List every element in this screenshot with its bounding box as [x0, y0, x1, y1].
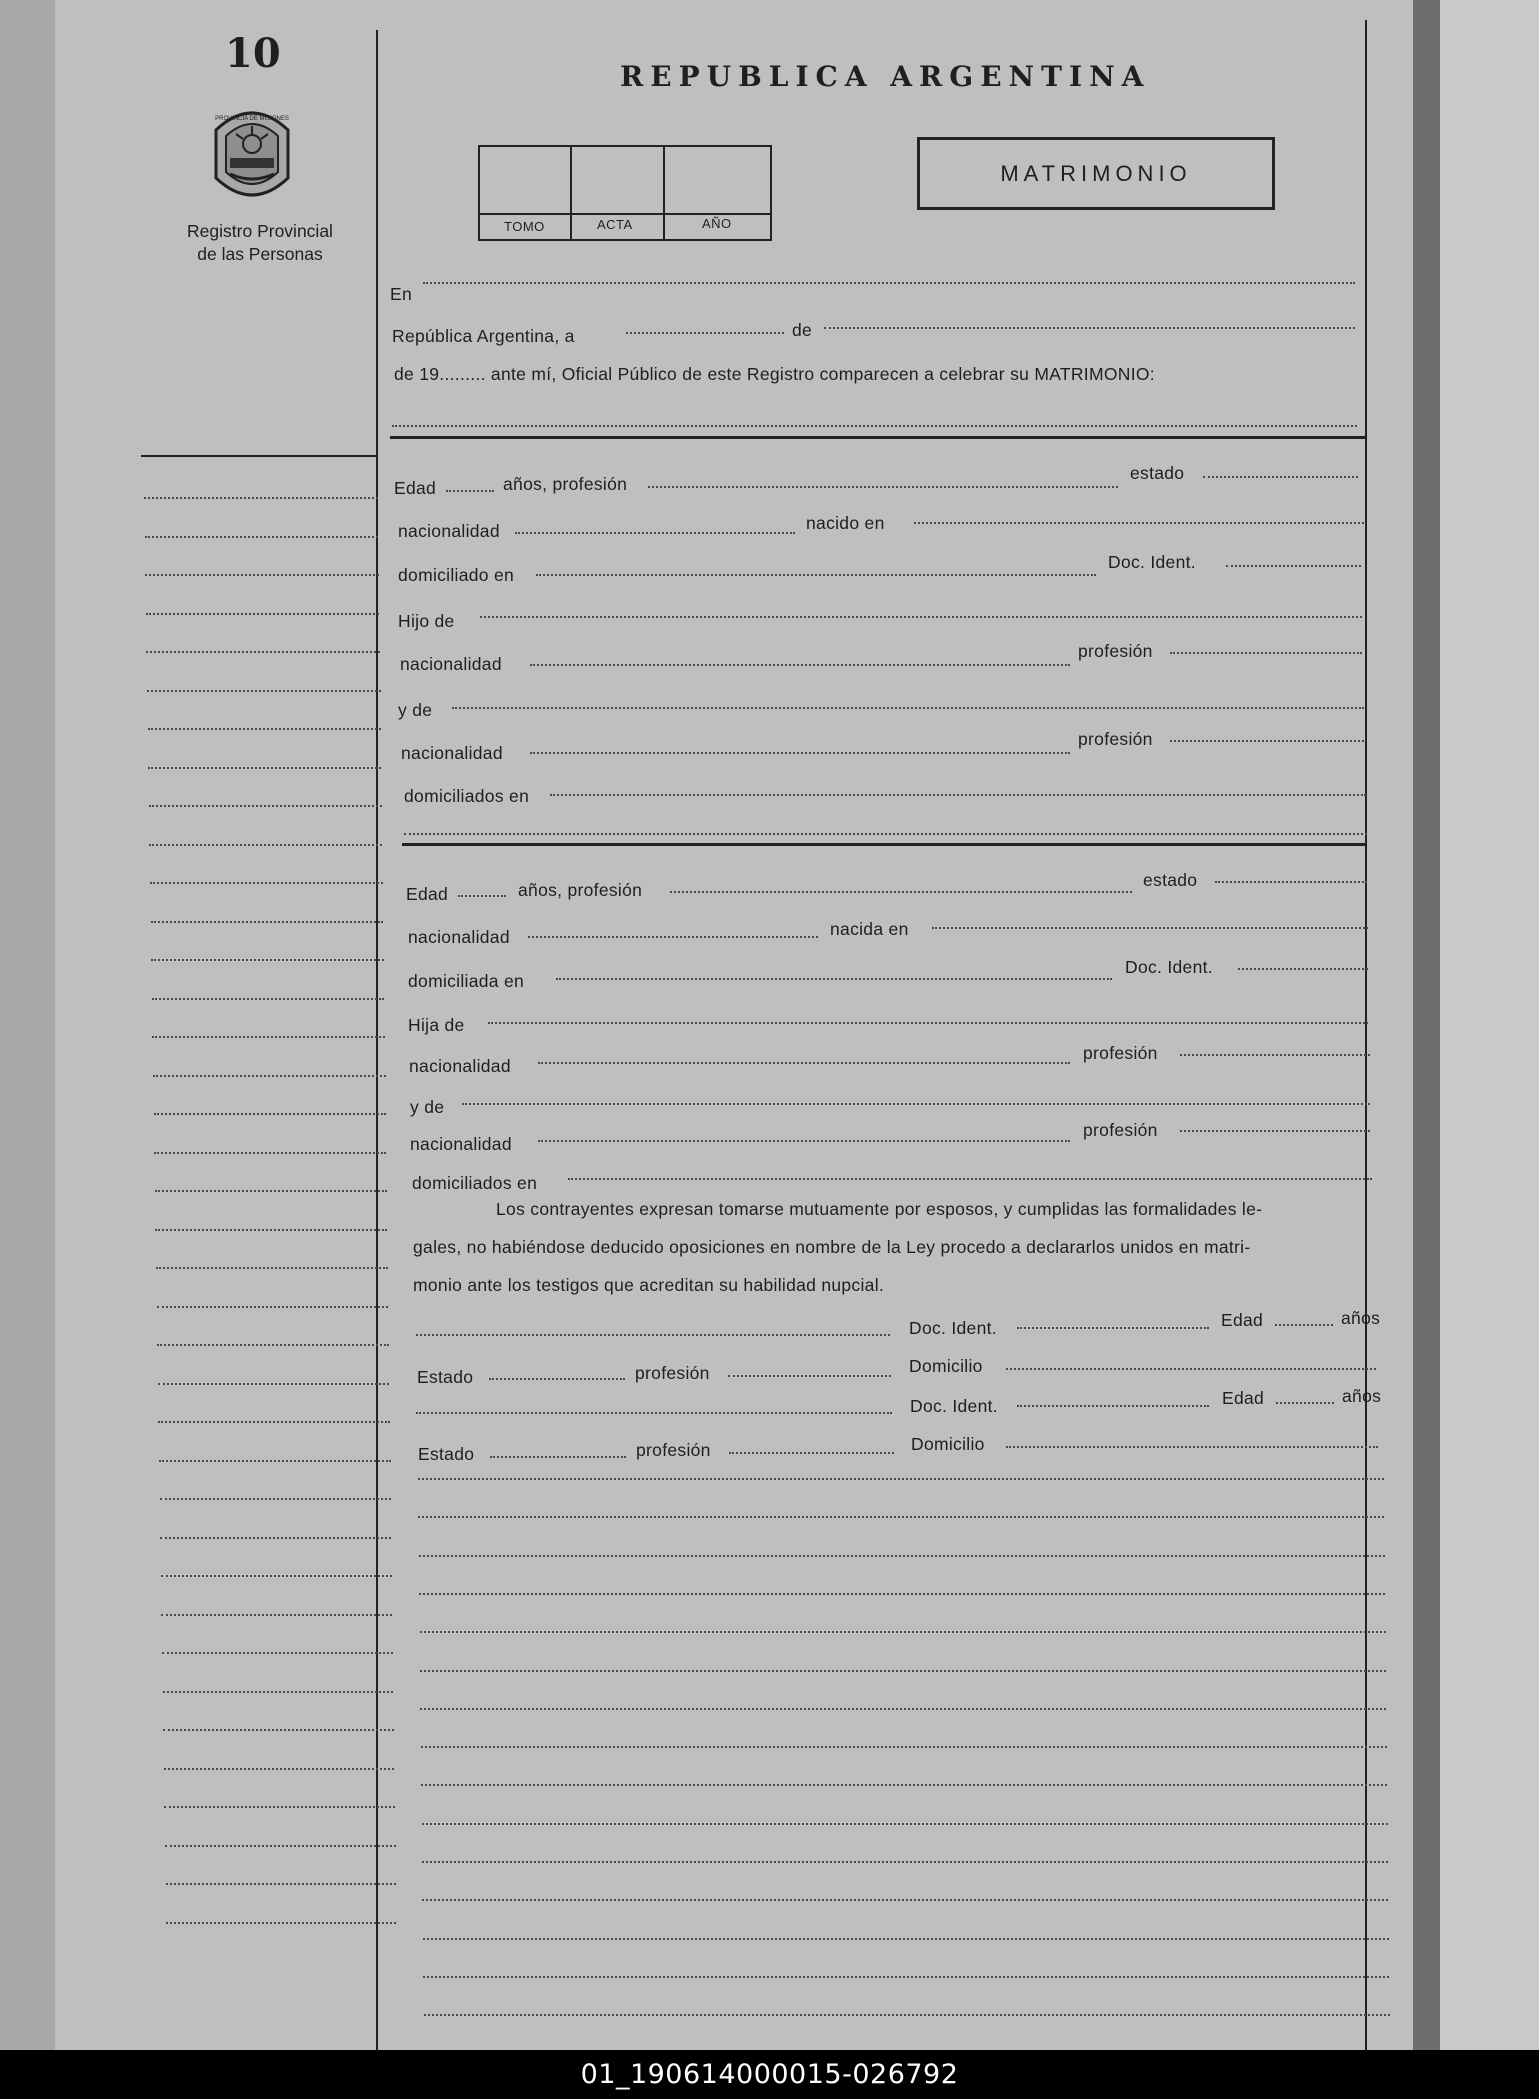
groom-hijo-line [480, 616, 1362, 618]
margin-note-line [160, 1537, 391, 1539]
margin-note-line [152, 998, 385, 1000]
witness1-domicilio-line [1006, 1368, 1376, 1370]
bride-nacionalidad-label: nacionalidad [408, 927, 510, 947]
page-number: 10 [225, 30, 281, 77]
margin-note-line [152, 1036, 385, 1038]
intro-republica-label: República Argentina, a [392, 326, 575, 346]
groom-profesion-line [648, 486, 1118, 488]
witness1-profesion-line [728, 1375, 891, 1377]
groom-domicilio-line [536, 574, 1096, 576]
groom-nacionalidad-line [515, 532, 795, 534]
margin-note-line [144, 497, 378, 499]
declaration-paragraph [413, 1190, 1373, 1304]
bride-father-nacionalidad-line [538, 1062, 1070, 1064]
margin-note-line [150, 882, 383, 884]
groom-mother-nacionalidad-label: nacionalidad [401, 743, 503, 763]
margin-note-line [166, 1883, 396, 1885]
margin-note-line [154, 1113, 386, 1115]
margin-note-line [151, 959, 384, 961]
record-number-box [478, 145, 772, 241]
provincial-seal-icon [206, 100, 298, 206]
note-line [420, 1670, 1386, 1672]
groom-nacido-label: nacido en [806, 513, 885, 533]
note-line [419, 1593, 1385, 1595]
witness2-profesion-line [729, 1452, 894, 1454]
bride-father-nacionalidad-label: nacionalidad [409, 1056, 511, 1076]
witness2-estado-label: Estado [418, 1444, 475, 1464]
bride-mother-nacionalidad-line [538, 1140, 1070, 1142]
register-page [55, 0, 1413, 2050]
declaration-line-3: monio ante los testigos que acreditan su habilidad nupcial. [413, 1275, 885, 1295]
witness2-profesion-label: profesión [636, 1440, 711, 1460]
margin-note-line [158, 1383, 390, 1385]
margin-note-line [164, 1806, 395, 1808]
record-type-box: MATRIMONIO [917, 137, 1275, 210]
ano-label: AÑO [702, 216, 732, 231]
margin-note-line [156, 1267, 388, 1269]
tomo-label: TOMO [504, 219, 545, 234]
note-line [418, 1478, 1384, 1480]
groom-mother-line [452, 707, 1364, 709]
margin-note-line [145, 536, 379, 538]
margin-note-line [160, 1498, 391, 1500]
intro-day-line [626, 332, 784, 334]
margin-top-rule [141, 455, 376, 457]
margin-note-line [161, 1614, 392, 1616]
witness2-anos-label: años [1342, 1386, 1382, 1406]
groom-blank-line [404, 833, 1367, 835]
note-line [420, 1708, 1386, 1710]
note-line [421, 1746, 1387, 1748]
margin-note-line [147, 690, 381, 692]
intro-blank-line [392, 425, 1357, 427]
bride-yde-label: y de [410, 1097, 445, 1117]
intro-month-line [824, 327, 1355, 329]
note-line [423, 1976, 1389, 1978]
bride-edad-line [458, 895, 506, 897]
bride-domicilio-line [556, 978, 1112, 980]
bride-parents-domicilio-label: domiciliados en [412, 1173, 538, 1193]
groom-mother-profesion-label: profesión [1078, 729, 1153, 749]
groom-parents-domicilio-label: domiciliados en [404, 786, 530, 806]
bride-estado-label: estado [1143, 870, 1198, 890]
witness1-profesion-label: profesión [635, 1363, 710, 1383]
note-line [421, 1784, 1387, 1786]
left-margin-rule [376, 30, 378, 2050]
svg-text:PROVINCIA DE MISIONES: PROVINCIA DE MISIONES [215, 116, 289, 122]
margin-note-line [145, 574, 379, 576]
intro-de-label: de [792, 320, 813, 340]
bride-profesion-label: años, profesión [518, 880, 643, 900]
bride-nacionalidad-line [528, 936, 818, 938]
bride-estado-line [1215, 881, 1367, 883]
bride-nacida-label: nacida en [830, 919, 909, 939]
witness1-domicilio-label: Domicilio [909, 1356, 983, 1376]
bride-doc-label: Doc. Ident. [1125, 957, 1213, 977]
margin-note-line [148, 767, 381, 769]
facing-page [1440, 0, 1539, 2050]
margin-note-line [165, 1845, 396, 1847]
witness2-edad-label: Edad [1222, 1388, 1265, 1408]
note-line [419, 1555, 1385, 1557]
registry-name-line1: Registro Provincial [187, 221, 333, 241]
registry-name-line2: de las Personas [197, 244, 323, 264]
margin-note-line [163, 1729, 394, 1731]
margin-note-line [155, 1190, 387, 1192]
image-id-caption: 01_190614000015-026792 [0, 2050, 1539, 2099]
groom-parents-domicilio-line [550, 794, 1366, 796]
witness2-doc-line [1017, 1405, 1209, 1407]
groom-profesion-label: años, profesión [503, 474, 628, 494]
acta-label: ACTA [597, 217, 633, 232]
witness1-estado-line [489, 1378, 625, 1380]
groom-father-profesion-label: profesión [1078, 641, 1153, 661]
margin-note-line [163, 1691, 394, 1693]
bride-parents-domicilio-line [568, 1178, 1372, 1180]
bride-mother-nacionalidad-label: nacionalidad [410, 1134, 512, 1154]
bride-mother-profesion-line [1180, 1130, 1370, 1132]
section-divider-1 [390, 436, 1365, 439]
note-line [423, 1938, 1389, 1940]
registry-name [160, 220, 360, 266]
declaration-line-1: Los contrayentes expresan tomarse mutuamente por esposos, y cumplidas las formalidades le- [496, 1199, 1263, 1219]
section-divider-2 [402, 843, 1366, 846]
witness1-edad-line [1275, 1324, 1333, 1326]
margin-note-line [146, 613, 380, 615]
note-line [418, 1516, 1384, 1518]
groom-father-nacionalidad-line [530, 664, 1070, 666]
witness1-name-line [416, 1334, 890, 1336]
margin-note-line [159, 1460, 391, 1462]
bride-nacida-line [932, 927, 1368, 929]
groom-edad-line [446, 490, 494, 492]
note-line [422, 1823, 1388, 1825]
note-line [424, 2014, 1390, 2016]
groom-mother-profesion-line [1170, 740, 1364, 742]
margin-note-line [161, 1575, 392, 1577]
intro-en-line [423, 282, 1355, 284]
declaration-line-2: gales, no habiéndose deducido oposiciones en nombre de la Ley procedo a declararlos unidos en matri- [413, 1237, 1251, 1257]
margin-note-line [149, 844, 382, 846]
page-edge [0, 0, 55, 2050]
bride-doc-line [1238, 968, 1368, 970]
groom-doc-label: Doc. Ident. [1108, 552, 1196, 572]
margin-note-line [158, 1421, 390, 1423]
margin-note-line [162, 1652, 393, 1654]
groom-doc-line [1226, 565, 1361, 567]
groom-domicilio-label: domiciliado en [398, 565, 515, 585]
witness1-doc-label: Doc. Ident. [909, 1318, 997, 1338]
bride-mother-line [462, 1103, 1370, 1105]
bride-profesion-line [670, 891, 1132, 893]
margin-note-line [166, 1922, 396, 1924]
groom-father-profesion-line [1170, 652, 1362, 654]
witness2-estado-line [490, 1456, 626, 1458]
witness2-name-line [416, 1412, 892, 1414]
groom-hijo-label: Hijo de [398, 611, 455, 631]
margin-note-line [148, 728, 381, 730]
groom-nacionalidad-label: nacionalidad [398, 521, 500, 541]
witness1-doc-line [1017, 1327, 1209, 1329]
witness1-anos-label: años [1341, 1308, 1381, 1328]
bride-hija-label: Hija de [408, 1015, 465, 1035]
margin-note-line [153, 1075, 386, 1077]
witness2-edad-line [1276, 1402, 1334, 1404]
bride-mother-profesion-label: profesión [1083, 1120, 1158, 1140]
bride-father-profesion-label: profesión [1083, 1043, 1158, 1063]
bride-hija-line [488, 1022, 1368, 1024]
margin-note-line [157, 1344, 389, 1346]
witness2-doc-label: Doc. Ident. [910, 1396, 998, 1416]
groom-estado-line [1203, 476, 1358, 478]
groom-nacido-line [914, 522, 1364, 524]
margin-note-line [154, 1152, 386, 1154]
witness1-edad-label: Edad [1221, 1310, 1264, 1330]
margin-note-line [164, 1768, 395, 1770]
margin-note-line [146, 651, 380, 653]
groom-estado-label: estado [1130, 463, 1185, 483]
note-line [420, 1631, 1386, 1633]
margin-note-line [151, 921, 384, 923]
bride-edad-label: Edad [406, 884, 449, 904]
page-title: REPUBLICA ARGENTINA [620, 60, 1151, 93]
margin-note-line [157, 1306, 389, 1308]
bride-father-profesion-line [1180, 1054, 1370, 1056]
witness1-estado-label: Estado [417, 1367, 474, 1387]
witness2-domicilio-line [1006, 1446, 1378, 1448]
groom-edad-label: Edad [394, 478, 437, 498]
bride-domicilio-label: domiciliada en [408, 971, 525, 991]
intro-declaration-line: de 19......... ante mí, Oficial Público de este Registro comparecen a celebrar su MATRIMONIO: [394, 364, 1155, 384]
groom-father-nacionalidad-label: nacionalidad [400, 654, 502, 674]
note-line [422, 1899, 1388, 1901]
margin-note-line [155, 1229, 387, 1231]
groom-yde-label: y de [398, 700, 433, 720]
note-line [422, 1861, 1388, 1863]
intro-en-label: En [390, 284, 413, 304]
groom-mother-nacionalidad-line [530, 752, 1070, 754]
margin-note-line [149, 805, 382, 807]
witness2-domicilio-label: Domicilio [911, 1434, 985, 1454]
